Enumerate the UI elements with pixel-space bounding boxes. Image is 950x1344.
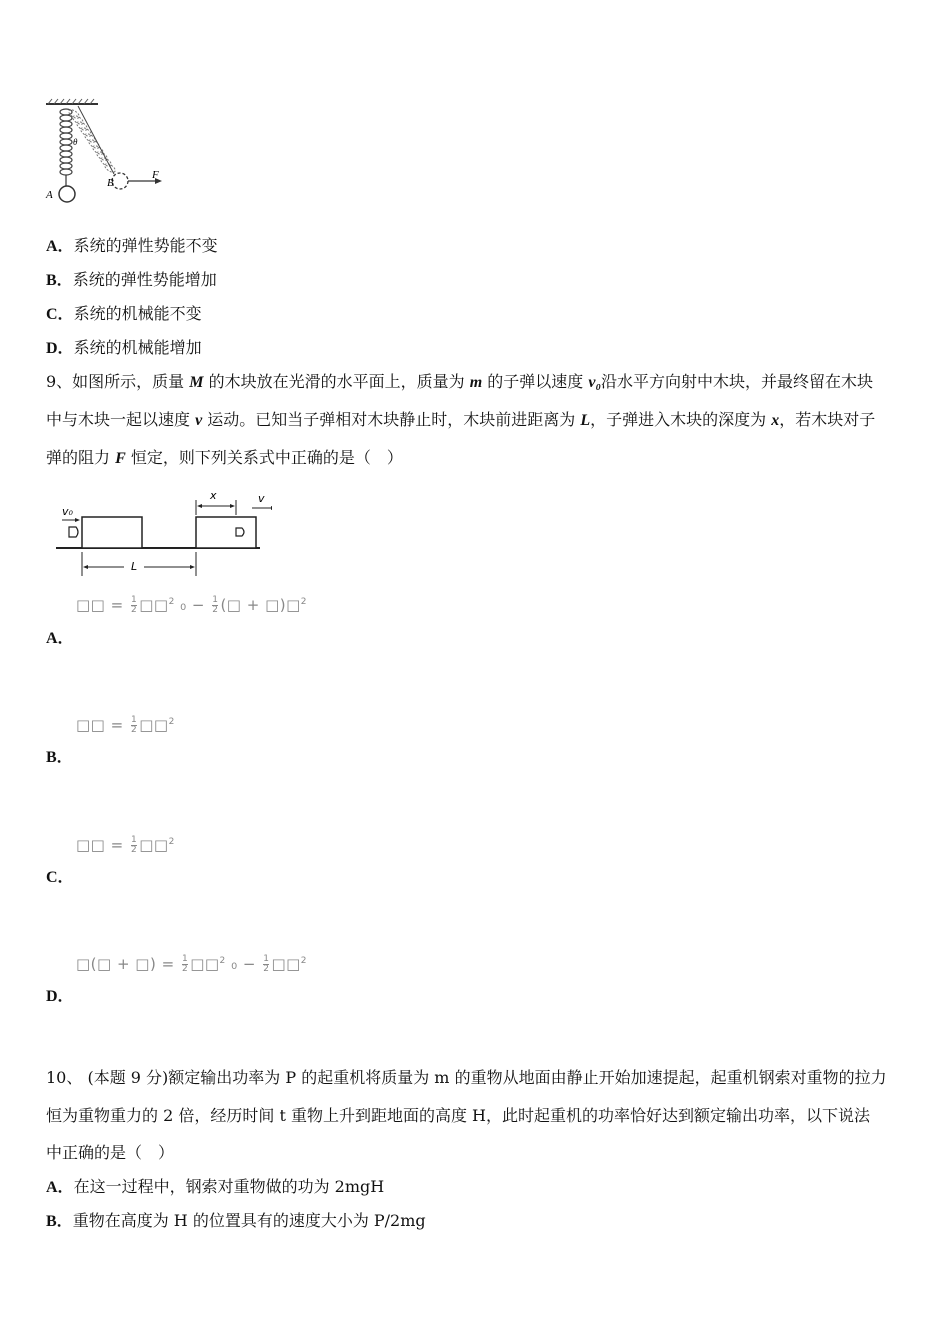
q8-option-d (46, 338, 202, 359)
spring-pendulum-figure (40, 98, 170, 208)
bullet-block-figure (52, 488, 272, 580)
label-v: v (258, 492, 265, 505)
q10-option-a: A．在这一过程中，钢索对重物做的功为 2mgH (46, 1177, 385, 1196)
q9-stem-line-2: 中与木块一起以速度 v 运动。已知当子弹相对木块静止时，木块前进距离为 L，子弹进入木块的深度为 x，若木块对子 (46, 410, 876, 429)
option-label: C． (46, 306, 74, 323)
q9-option-b: B． (46, 749, 73, 766)
q9-stem-line-3: 弹的阻力 F 恒定，则下列关系式中正确的是（ ） (46, 448, 403, 467)
q9-option-d: D． (46, 988, 74, 1005)
q8-option-b (46, 270, 217, 291)
label-theta: θ (73, 137, 78, 147)
q9-option-c: C． (46, 869, 74, 886)
option-label: B． (46, 272, 73, 289)
formula-c: □□ = $\frac{1}{2}$ □□$^2$ (76, 835, 175, 855)
q10-stem-line-1: 10、 (本题 9 分)额定输出功率为 P 的起重机将质量为 m 的重物从地面由静止开始加速提起，起重机钢索对重物的拉力 (46, 1068, 887, 1087)
q10-option-b: B．重物在高度为 H 的位置具有的速度大小为 P/2mg (46, 1211, 426, 1230)
label-a: A (46, 189, 53, 201)
label-x: x (210, 489, 217, 502)
q9-stem-line-1: 9、如图所示，质量 M 的木块放在光滑的水平面上，质量为 m 的子弹以速度 v₀沿水平方向射中木块，并最终留在木块 (46, 372, 874, 391)
option-text: 系统的机械能不变 (73, 304, 202, 323)
q8-option-a (46, 236, 218, 257)
option-text: 系统的机械能增加 (73, 338, 202, 357)
option-label: A． (46, 238, 74, 255)
label-b: B (107, 177, 114, 189)
label-l: L (131, 560, 138, 573)
label-v0: v₀ (62, 505, 73, 518)
q9-option-a: A． (46, 630, 74, 647)
q10-stem-line-2: 恒为重物重力的 2 倍，经历时间 t 重物上升到距地面的高度 H，此时起重机的功率恰好达到额定输出功率，以下说法 (46, 1106, 870, 1125)
formula-b: □□ = $\frac{1}{2}$ □□$^2$ (76, 715, 175, 735)
q8-option-c (46, 304, 202, 325)
option-label: D． (46, 340, 74, 357)
option-text: 系统的弹性势能增加 (72, 270, 217, 289)
formula-a: □□ = $\frac{1}{2}$ □□$^2$ ₀ − $\frac{1}{2}$ (□ + □)□$^2$ (76, 595, 308, 615)
option-text: 系统的弹性势能不变 (73, 236, 218, 255)
formula-d: □(□ + □) = $\frac{1}{2}$ □□$^2$ ₀ − $\frac{1}{2}$ □□$^2$ (76, 954, 308, 974)
label-f: F (152, 169, 159, 181)
q10-stem-line-3: 中正确的是（ ） (46, 1143, 175, 1162)
